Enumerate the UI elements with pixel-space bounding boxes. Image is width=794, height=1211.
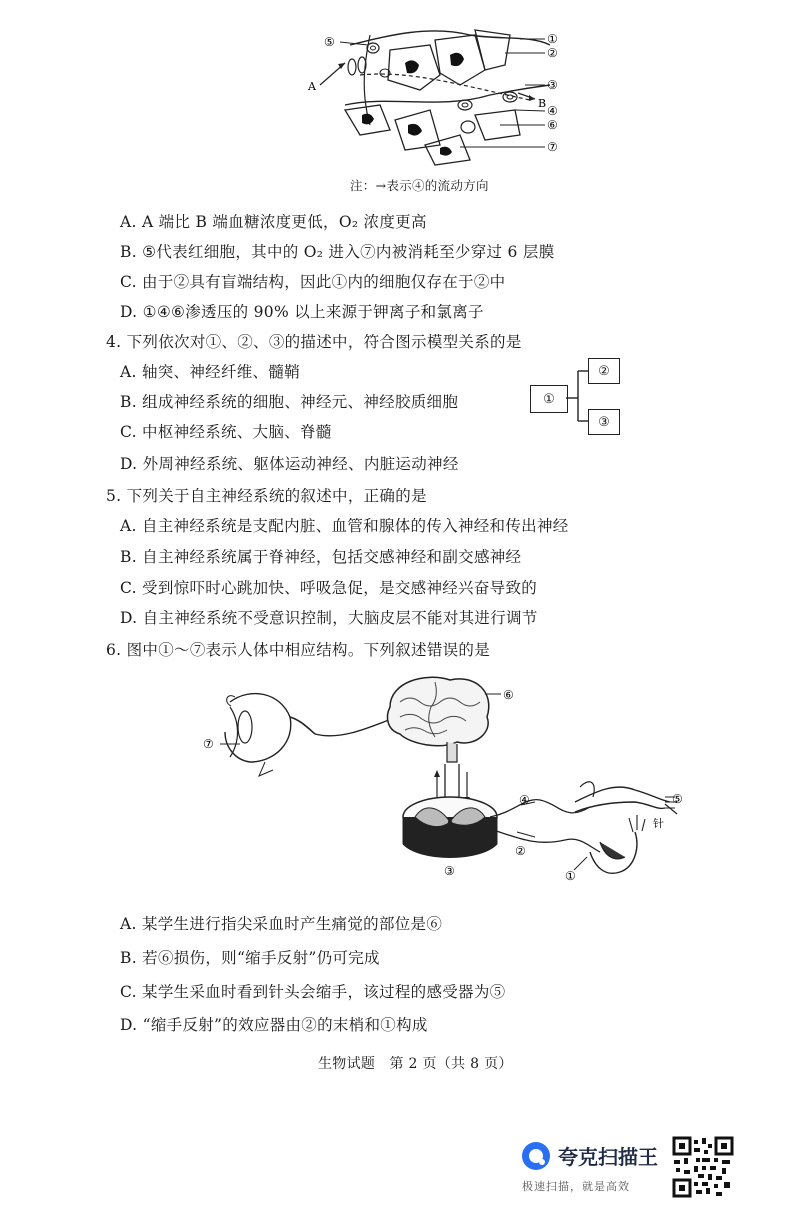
q4-option-a: A. 轴突、神经纤维、髓鞘: [120, 363, 300, 381]
q5-option-b: B. 自主神经系统属于脊神经，包括交感神经和副交感神经: [120, 548, 522, 566]
fig2-label-6: ⑥: [503, 688, 514, 702]
fig2-label-3: ③: [444, 864, 455, 878]
brand-name: 夸克扫描王: [558, 1145, 658, 1169]
model-box-2: ②: [588, 358, 620, 384]
page-footer: 生物试题 第 2 页（共 8 页）: [318, 1056, 513, 1072]
fig1-label-3: ③: [547, 78, 558, 92]
q3-option-b: B. ⑤代表红细胞，其中的 O₂ 进入⑦内被消耗至少穿过 6 层膜: [120, 243, 555, 261]
q3-option-a: A. A 端比 B 端血糖浓度更低，O₂ 浓度更高: [120, 213, 427, 231]
label-a: A: [308, 80, 316, 93]
q6-option-b: B. 若⑥损伤，则“缩手反射”仍可完成: [120, 949, 380, 967]
fig1-label-7: ⑦: [547, 140, 558, 154]
q6-option-d: D. “缩手反射”的效应器由②的末梢和①构成: [120, 1016, 428, 1034]
q5-option-c: C. 受到惊吓时心跳加快、呼吸急促，是交感神经兴奋导致的: [120, 579, 538, 597]
q4-option-c: C. 中枢神经系统、大脑、脊髓: [120, 423, 332, 441]
q5-option-a: A. 自主神经系统是支配内脏、血管和腺体的传入神经和传出神经: [120, 517, 569, 535]
fig1-label-5: ⑤: [324, 35, 335, 49]
brand-slogan: 极速扫描，就是高效: [522, 1180, 630, 1193]
q6-stem: 6. 图中①～⑦表示人体中相应结构。下列叙述错误的是: [106, 641, 491, 659]
label-b: B: [538, 97, 547, 110]
fig2-label-7: ⑦: [203, 737, 214, 751]
fig1-label-2: ②: [547, 46, 558, 60]
model-box-3: ③: [588, 409, 620, 435]
fig2-label-2: ②: [515, 844, 526, 858]
q4-option-b: B. 组成神经系统的细胞、神经元、神经胶质细胞: [120, 393, 459, 411]
model-connector: [566, 368, 590, 424]
q3-option-c: C. 由于②具有盲端结构，因此①内的细胞仅存在于②中: [120, 273, 506, 291]
qr-code-icon: [672, 1136, 734, 1198]
model-box-1: ①: [530, 385, 568, 413]
q5-option-d: D. 自主神经系统不受意识控制，大脑皮层不能对其进行调节: [120, 609, 538, 627]
tissue-fluid-diagram: [300, 15, 570, 175]
fig2-label-1: ①: [565, 869, 576, 883]
fig2-label-4: ④: [519, 793, 530, 807]
fig1-note: 注：→表示④的流动方向: [350, 178, 489, 193]
q4-option-d: D. 外周神经系统、躯体运动神经、内脏运动神经: [120, 455, 459, 473]
q4-stem: 4. 下列依次对①、②、③的描述中，符合图示模型关系的是: [106, 333, 522, 351]
brain-drawing: [387, 677, 501, 762]
needle-label: 针: [653, 817, 664, 830]
quark-logo-icon: [520, 1140, 552, 1172]
fig1-label-6: ⑥: [547, 118, 558, 132]
fig2-label-5: ⑤: [672, 792, 683, 806]
fig1-label-1: ①: [547, 32, 558, 46]
spinal-cord-drawing: [403, 797, 497, 858]
eye-drawing: [220, 694, 315, 776]
fig1-label-4: ④: [547, 104, 558, 118]
reflex-arc-diagram: [195, 672, 695, 897]
q6-option-a: A. 某学生进行指尖采血时产生痛觉的部位是⑥: [120, 915, 443, 933]
q5-stem: 5. 下列关于自主神经系统的叙述中，正确的是: [106, 487, 427, 505]
q3-option-d: D. ①④⑥渗透压的 90% 以上来源于钾离子和氯离子: [120, 303, 484, 321]
q6-option-c: C. 某学生采血时看到针头会缩手，该过程的感受器为⑤: [120, 983, 506, 1001]
